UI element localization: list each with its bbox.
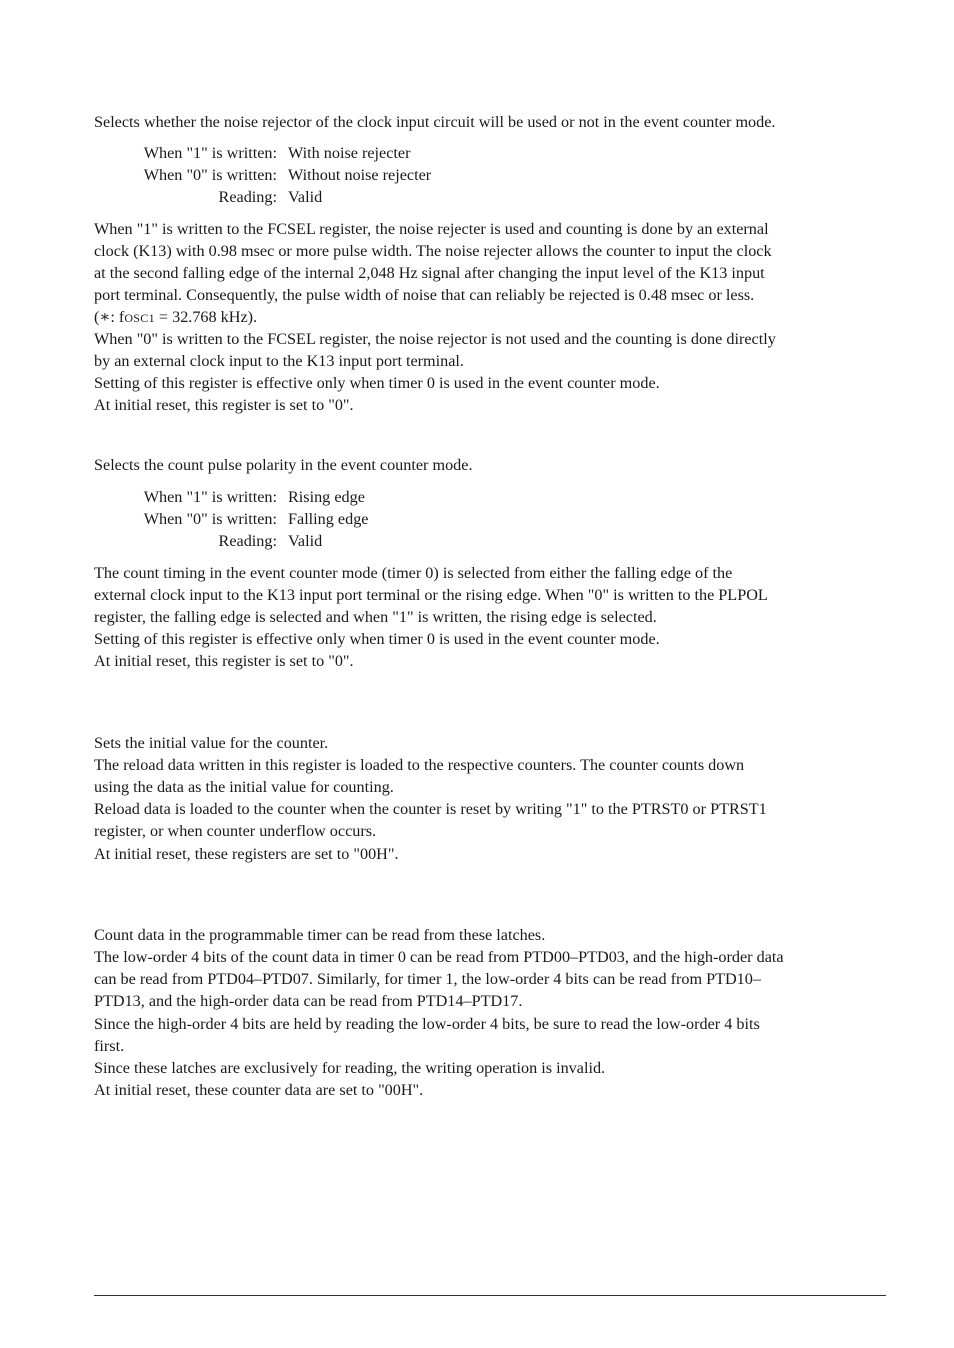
paragraph-line: can be read from PTD04–PTD07. Similarly, for timer 1, the low-order 4 bits can be read from PTD10– bbox=[94, 970, 761, 988]
def-key: Reading: bbox=[218, 188, 277, 206]
paragraph-line: Since the high-order 4 bits are held by reading the low-order 4 bits, be sure to read the low-order 4 bits bbox=[94, 1015, 760, 1033]
fcsel-definition-list bbox=[94, 142, 434, 208]
paragraph-line: At initial reset, this register is set to "0". bbox=[94, 396, 354, 414]
def-key: When "0" is written: bbox=[143, 510, 277, 528]
paragraph-line: Count data in the programmable timer can be read from these latches. bbox=[94, 926, 546, 944]
def-key: When "1" is written: bbox=[143, 488, 277, 506]
def-key: When "0" is written: bbox=[143, 166, 277, 184]
paragraph-line: first. bbox=[94, 1037, 125, 1055]
def-value: Valid bbox=[288, 188, 323, 206]
oscillator-note bbox=[94, 306, 257, 329]
def-value: Valid bbox=[288, 532, 323, 550]
paragraph-line: at the second falling edge of the internal 2,048 Hz signal after changing the input level of the K13 input bbox=[94, 264, 765, 282]
def-value: With noise rejecter bbox=[288, 144, 411, 162]
paragraph-line: external clock input to the K13 input port terminal or the rising edge. When "0" is written to the PLPOL bbox=[94, 586, 768, 604]
footer-rule bbox=[94, 1295, 886, 1296]
paragraph-line: The count timing in the event counter mode (timer 0) is selected from either the falling edge of the bbox=[94, 564, 733, 582]
note-suffix: = 32.768 kHz). bbox=[154, 308, 258, 326]
paragraph-line: The reload data written in this register is loaded to the respective counters. The counter counts down bbox=[94, 756, 745, 774]
plpol-definition-list bbox=[94, 486, 434, 552]
paragraph-line: register, the falling edge is selected and when "1" is written, the rising edge is selected. bbox=[94, 608, 657, 626]
def-value: Falling edge bbox=[288, 510, 369, 528]
paragraph-line: When "1" is written to the FCSEL register, the noise rejecter is used and counting is done by an external bbox=[94, 220, 769, 238]
paragraph-line: At initial reset, this register is set to "0". bbox=[94, 652, 354, 670]
def-value: Without noise rejecter bbox=[288, 166, 432, 184]
paragraph-line: Since these latches are exclusively for reading, the writing operation is invalid. bbox=[94, 1059, 606, 1077]
paragraph-line: clock (K13) with 0.98 msec or more pulse width. The noise rejecter allows the counter to input the clock bbox=[94, 242, 772, 260]
paragraph-line: Sets the initial value for the counter. bbox=[94, 734, 329, 752]
paragraph-line: At initial reset, these counter data are set to "00H". bbox=[94, 1081, 424, 1099]
paragraph-line: Setting of this register is effective only when timer 0 is used in the event counter mode. bbox=[94, 374, 660, 392]
note-subscript: OSC1 bbox=[124, 311, 155, 325]
paragraph-line: At initial reset, these registers are set to "00H". bbox=[94, 845, 399, 863]
paragraph-line: Setting of this register is effective only when timer 0 is used in the event counter mode. bbox=[94, 630, 660, 648]
note-prefix: (∗: f bbox=[94, 308, 125, 326]
paragraph-line: using the data as the initial value for counting. bbox=[94, 778, 394, 796]
paragraph-line: The low-order 4 bits of the count data in timer 0 can be read from PTD00–PTD03, and the high-order data bbox=[94, 948, 784, 966]
paragraph-line: register, or when counter underflow occurs. bbox=[94, 822, 377, 840]
def-key: Reading: bbox=[218, 532, 277, 550]
def-value: Rising edge bbox=[288, 488, 365, 506]
paragraph-line: by an external clock input to the K13 input port terminal. bbox=[94, 352, 464, 370]
def-key: When "1" is written: bbox=[143, 144, 277, 162]
paragraph-line: Reload data is loaded to the counter when the counter is reset by writing "1" to the PTRST0 or PTRST1 bbox=[94, 800, 767, 818]
fcsel-intro: Selects whether the noise rejector of the clock input circuit will be used or not in the event counter mode. bbox=[94, 113, 776, 131]
paragraph-line: port terminal. Consequently, the pulse width of noise that can reliably be rejected is 0.48 msec or less. bbox=[94, 286, 755, 304]
paragraph-line: When "0" is written to the FCSEL register, the noise rejector is not used and the counting is done directly bbox=[94, 330, 776, 348]
plpol-intro: Selects the count pulse polarity in the event counter mode. bbox=[94, 456, 473, 474]
paragraph-line: PTD13, and the high-order data can be read from PTD14–PTD17. bbox=[94, 992, 523, 1010]
